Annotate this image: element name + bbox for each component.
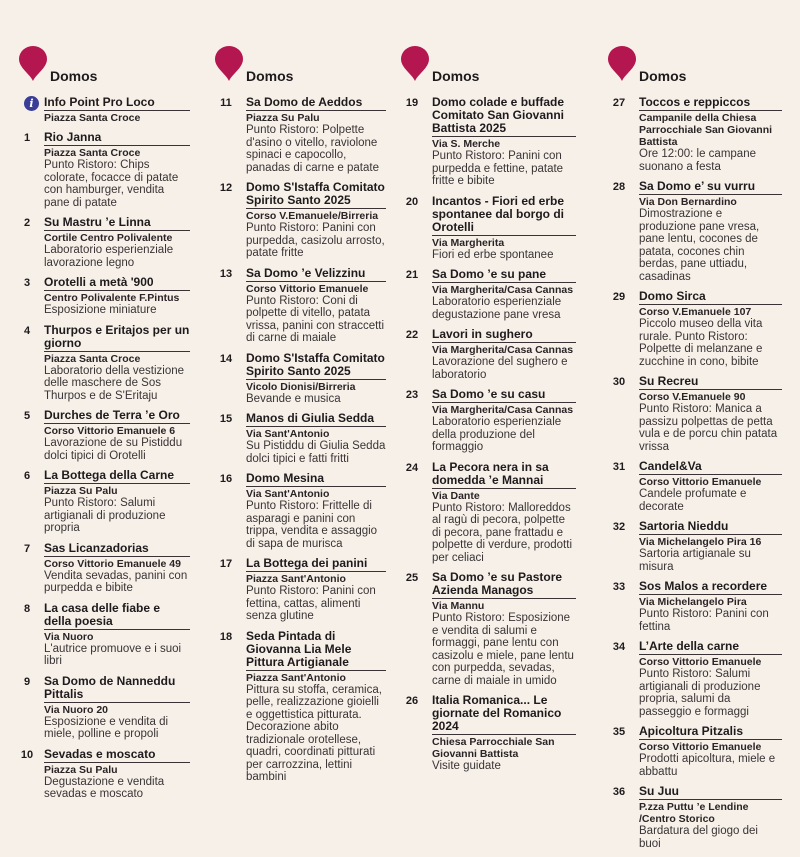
entry-number: 22 — [405, 329, 419, 341]
entry-address: Campanile della Chiesa Parrocchiale San Giovanni Battista — [639, 112, 773, 148]
entry-address: Via Nuoro — [44, 630, 94, 643]
column-title: Domos — [639, 68, 687, 84]
list-item — [400, 328, 576, 381]
entry-address: Via Nuoro 20 — [44, 703, 108, 716]
entry-name: Sa Domo ’e su pane — [432, 268, 576, 283]
entry-list — [400, 96, 576, 780]
entry-address: Piazza Su Palu — [246, 112, 320, 124]
entry-number: 9 — [23, 675, 31, 688]
entry-address: Via Margherita/Casa Cannas — [432, 284, 574, 296]
entry-description: Punto Ristoro: Panini con purpedda e fettine, patate fritte e bibite — [432, 150, 564, 187]
entry-description: Esposizione miniature — [44, 304, 157, 316]
entry-name: Rio Janna — [44, 131, 190, 146]
list-item — [214, 630, 386, 784]
entry-description: Lavorazione del sughero e laboratorio — [432, 356, 568, 381]
entry-name: Sa Domo e’ su vurru — [639, 180, 782, 195]
entry-number: 17 — [219, 558, 233, 570]
entry-number: 13 — [219, 267, 233, 280]
entry-number: 7 — [23, 542, 31, 555]
column-header — [214, 46, 386, 86]
entry-description: Candele profumate e decorate — [639, 488, 747, 513]
entry-name: La Bottega dei panini — [246, 557, 386, 572]
entry-description: Punto Ristoro: Esposizione e vendita di salumi e formaggi, pane lentu con casizolu e miele, pane lentu con purpedda, sevadas, carne di maiale in umido — [432, 612, 574, 687]
entry-description: Punto Ristoro: Panini con purpedda, casizolu arrosto, patate fritte — [246, 222, 385, 259]
entry-description: Dimostrazione e produzione pane vresa, pane lentu, cocones de patata, cocones chin berdas, pane uttiadu, casadinas — [639, 208, 760, 283]
entry-description: Bardatura del giogo dei buoi — [639, 825, 758, 850]
list-item — [400, 96, 576, 188]
entry-address: Piazza Sant'Antonio — [246, 671, 346, 684]
entry-name: Apicoltura Pitzalis — [639, 725, 782, 740]
entry-number: 5 — [23, 410, 31, 422]
entry-description: Punto Ristoro: Panini con fettina, cattas, alimenti senza glutine — [246, 585, 376, 622]
entry-number: 8 — [23, 602, 31, 615]
entry-address: Piazza Su Palu — [44, 485, 118, 497]
entry-name: Su Mastru ’e Linna — [44, 216, 190, 231]
entry-address: Piazza Santa Croce — [44, 352, 141, 365]
list-item — [400, 694, 576, 773]
list-item — [18, 409, 190, 462]
column-title: Domos — [246, 68, 294, 84]
entry-address: P.zza Puttu ’e Lendine /Centro Storico — [639, 801, 749, 825]
entry-name: Sa Domo ’e su Pastore Azienda Managos — [432, 571, 576, 599]
entry-name: Orotelli a metà '900 — [44, 276, 190, 291]
entry-description: Punto Ristoro: Chips colorate, focacce di patate con hamburger, vendita pane di patate — [44, 159, 179, 209]
entry-address: Corso Vittorio Emanuele — [246, 282, 369, 295]
list-item — [214, 352, 386, 406]
entry-address: Centro Polivalente F.Pintus — [44, 292, 180, 304]
entry-description: Ore 12:00: le campane suonano a festa — [639, 148, 756, 173]
entry-name: L’Arte della carne — [639, 640, 782, 655]
entry-name: Su Juu — [639, 785, 782, 800]
entry-number: 28 — [612, 181, 626, 193]
entry-name: Sa Domo ’e su casu — [432, 388, 576, 403]
entry-name: Sevadas e moscato — [44, 748, 190, 763]
entry-number: 15 — [219, 413, 233, 425]
entry-description: Punto Ristoro: Polpette d'asino o vitello, raviolone spinaci e capocollo, panadas di carne e patate — [246, 124, 379, 174]
map-pin-icon — [400, 46, 430, 82]
entry-number: 21 — [405, 269, 419, 281]
entry-number: 24 — [405, 461, 419, 474]
list-item — [607, 580, 782, 633]
column-header — [607, 46, 782, 86]
entry-address: Corso V.Emanuele 90 — [639, 391, 746, 403]
list-item — [400, 195, 576, 262]
list-item — [607, 460, 782, 513]
entry-number: 26 — [405, 695, 419, 707]
entry-address: Via Sant'Antonio — [246, 488, 330, 500]
column-header — [18, 46, 190, 86]
entry-number: 35 — [612, 726, 626, 738]
entry-description: L'autrice promuove e i suoi libri — [44, 642, 182, 667]
entry-description: Esposizione e vendita di miele, polline e propoli — [44, 715, 169, 740]
list-item — [214, 557, 386, 623]
entry-name: Italia Romanica... Le giornate del Romanico 2024 — [432, 694, 576, 735]
entry-description: Prodotti apicoltura, miele e abbattu — [639, 753, 776, 778]
entry-description: Fiori ed erbe spontanee — [432, 248, 554, 261]
entry-address: Via Michelangelo Pira 16 — [639, 536, 762, 548]
list-item — [607, 96, 782, 173]
list-item — [400, 268, 576, 321]
entry-description: Sartoria artigianale su misura — [639, 548, 751, 573]
entry-address: Piazza Santa Croce — [44, 112, 141, 124]
entry-number: 4 — [23, 324, 31, 337]
entry-description: Punto Ristoro: Panini con fettina — [639, 608, 769, 633]
entry-description: Punto Ristoro: Malloreddos al ragù di pecora, polpette di pecora, pane frattadu e polpette di verdure, prodotti per celiaci — [432, 501, 573, 564]
map-pin-icon — [607, 46, 637, 82]
entry-address: Via Don Bernardino — [639, 196, 737, 208]
entry-description: Punto Ristoro: Salumi artigianali di produzione propria, salumi da passeggio e formaggi — [639, 668, 761, 718]
entry-address: Via S. Merche — [432, 138, 501, 150]
entry-number: 10 — [20, 748, 34, 761]
list-item — [214, 472, 386, 550]
entry-description: Piccolo museo della vita rurale. Punto Ristoro: Polpette di melanzane e zucchine in cono, bibite — [639, 318, 763, 368]
entry-description: Lavorazione de su Pistiddu dolci tipici di Orotelli — [44, 437, 183, 462]
entry-address: Corso Vittorio Emanuele — [639, 476, 762, 488]
list-item — [607, 290, 782, 368]
list-item — [400, 388, 576, 454]
entry-name: Thurpos e Eritajos per un giorno — [44, 322, 190, 350]
entry-description: Pittura su stoffa, ceramica, pelle, realizzazione gioielli e oggettistica pitturata. Decorazione abito tradizionale orotellese, quadri, coordinati pitturati per carrozzina, lettini bambini — [246, 683, 382, 783]
entry-name: Lavori in sughero — [432, 328, 576, 343]
entry-number: 32 — [612, 521, 626, 533]
entry-description: Laboratorio esperienziale degustazione pane vresa — [432, 296, 562, 321]
list-item — [18, 96, 190, 124]
entry-description: Laboratorio esperienziale della produzione del formaggio — [432, 416, 562, 453]
entry-name: Sas Licanzadorias — [44, 542, 190, 557]
entry-description: Vendita sevadas, panini con purpedda e bibite — [44, 569, 188, 594]
entry-address: Piazza Santa Croce — [44, 147, 141, 159]
column-title: Domos — [50, 68, 98, 84]
entry-number: 12 — [219, 182, 233, 194]
entry-description: Su Pistiddu di Giulia Sedda dolci tipici e fatti fritti — [246, 440, 386, 465]
entry-name: Domo S'Istaffa Comitato Spirito Santo 2025 — [246, 180, 385, 207]
entry-number: 25 — [405, 572, 419, 584]
list-item — [214, 96, 386, 174]
entry-address: Via Dante — [432, 489, 480, 502]
list-item — [400, 571, 576, 687]
entry-name: Candel&Va — [639, 460, 782, 475]
entry-address: Via Sant'Antonio — [246, 428, 330, 440]
list-item — [607, 725, 782, 778]
list-item — [400, 461, 576, 565]
entry-number: 30 — [612, 376, 626, 388]
map-pin-icon — [214, 46, 244, 82]
entry-list — [214, 96, 386, 791]
entry-description: Laboratorio esperienziale lavorazione legno — [44, 244, 174, 269]
entry-address: Via Margherita/Casa Cannas — [432, 404, 574, 416]
entry-number: 11 — [220, 97, 232, 109]
entry-address: Via Margherita/Casa Cannas — [432, 344, 574, 356]
entry-address: Corso Vittorio Emanuele — [639, 656, 762, 668]
entry-description: Punto Ristoro: Frittelle di asparagi e panini con trippa, vendita e assaggio di sapa de murisca — [246, 500, 378, 550]
entry-name: Domo Sirca — [639, 290, 782, 305]
entry-name: La Pecora nera in sa domedda ’e Mannai — [432, 461, 576, 489]
list-item — [18, 469, 190, 535]
list-item — [214, 181, 386, 260]
entry-number: 2 — [23, 217, 31, 229]
entry-name: Incantos - Fiori ed erbe spontanee dal borgo di Orotelli — [432, 195, 576, 236]
entry-address: Chiesa Parrocchiale San Giovanni Battista — [432, 736, 555, 760]
entry-number: 31 — [612, 461, 626, 473]
entry-address: Piazza Su Palu — [44, 763, 118, 776]
entry-name: Manos di Giulia Sedda — [246, 412, 386, 427]
entry-description: Punto Ristoro: Salumi artigianali di produzione propria — [44, 497, 166, 534]
entry-address: Via Mannu — [432, 600, 485, 612]
entry-address: Vicolo Dionisi/Birreria — [246, 380, 356, 393]
entry-name: Domo S'Istaffa Comitato Spirito Santo 2025 — [246, 350, 385, 378]
map-pin-icon — [18, 46, 48, 82]
list-item — [18, 216, 190, 269]
entry-description: Laboratorio della vestizione delle maschere de Sos Thurpos e de S'Eritaju — [44, 364, 185, 402]
list-item — [18, 131, 190, 209]
entry-name: Info Point Pro Loco — [44, 96, 190, 111]
list-item — [18, 675, 190, 741]
entry-number: 23 — [405, 389, 419, 401]
list-item — [607, 180, 782, 283]
entry-name: Seda Pintada di Giovanna Lia Mele Pittura Artigianale — [246, 630, 386, 671]
entry-number: 20 — [405, 195, 419, 208]
entry-name: Domo Mesina — [246, 472, 386, 487]
list-item — [18, 324, 190, 403]
entry-description: Visite guidate — [432, 760, 501, 772]
column-header — [400, 46, 576, 86]
entry-name: Sos Malos a recordere — [639, 580, 782, 595]
list-item — [18, 276, 190, 317]
entry-address: Corso Vittorio Emanuele 49 — [44, 557, 181, 570]
list-item — [607, 640, 782, 718]
entry-number: 6 — [23, 470, 31, 482]
entry-name: Sa Domo de Aeddos — [246, 96, 386, 111]
list-item — [607, 520, 782, 573]
entry-number: 3 — [23, 277, 31, 289]
list-item — [214, 412, 386, 465]
entry-address: Corso Vittorio Emanuele 6 — [44, 425, 176, 437]
entry-address: Via Margherita — [432, 236, 505, 249]
list-item — [607, 375, 782, 453]
entry-name: La Bottega della Carne — [44, 469, 190, 484]
entry-number: 19 — [405, 97, 419, 109]
entry-number: 36 — [612, 786, 626, 798]
entry-description: Punto Ristoro: Coni di polpette di vitello, patata vrissa, panini con straccetti di carne di maiale — [246, 294, 385, 344]
list-item — [18, 542, 190, 595]
entry-name: Sartoria Nieddu — [639, 520, 782, 535]
entry-address: Corso Vittorio Emanuele — [639, 741, 762, 753]
entry-number: 29 — [612, 291, 626, 303]
entry-address: Piazza Sant'Antonio — [246, 573, 346, 585]
info-icon: i — [24, 96, 39, 111]
entry-list — [607, 96, 782, 857]
entry-description: Degustazione e vendita sevadas e moscato — [44, 775, 165, 800]
entry-name: Su Recreu — [639, 375, 782, 390]
entry-list — [18, 96, 190, 808]
entry-name: Sa Domo ’e Velizzinu — [246, 267, 386, 282]
entry-number: 34 — [612, 641, 626, 653]
entry-address: Cortile Centro Polivalente — [44, 232, 173, 244]
entry-name: Domo colade e buffade Comitato San Giovanni Battista 2025 — [432, 96, 576, 137]
entry-number: 33 — [612, 581, 626, 593]
entry-address: Via Michelangelo Pira — [639, 596, 747, 608]
entry-name: Toccos e reppiccos — [639, 96, 782, 111]
entry-address: Corso V.Emanuele/Birreria — [246, 210, 379, 222]
entry-name: Durches de Terra ’e Oro — [44, 409, 190, 424]
list-item — [18, 748, 190, 801]
entry-number: 27 — [612, 97, 626, 109]
entry-description: Bevande e musica — [246, 392, 341, 405]
column-title: Domos — [432, 68, 480, 84]
entry-address: Corso V.Emanuele 107 — [639, 306, 752, 318]
entry-description: Punto Ristoro: Manica a passizu polpettas de petta vula e de porcu chin patata vrissa — [639, 403, 778, 453]
entry-number: 16 — [219, 473, 233, 485]
list-item — [18, 602, 190, 668]
entry-name: Sa Domo de Nanneddu Pittalis — [44, 675, 190, 703]
list-item — [214, 267, 386, 345]
entry-number: 1 — [23, 132, 31, 144]
entry-number: 18 — [219, 630, 233, 643]
entry-number: 14 — [219, 352, 233, 365]
entry-name: La casa delle fiabe e della poesia — [44, 602, 190, 630]
list-item — [607, 785, 782, 850]
